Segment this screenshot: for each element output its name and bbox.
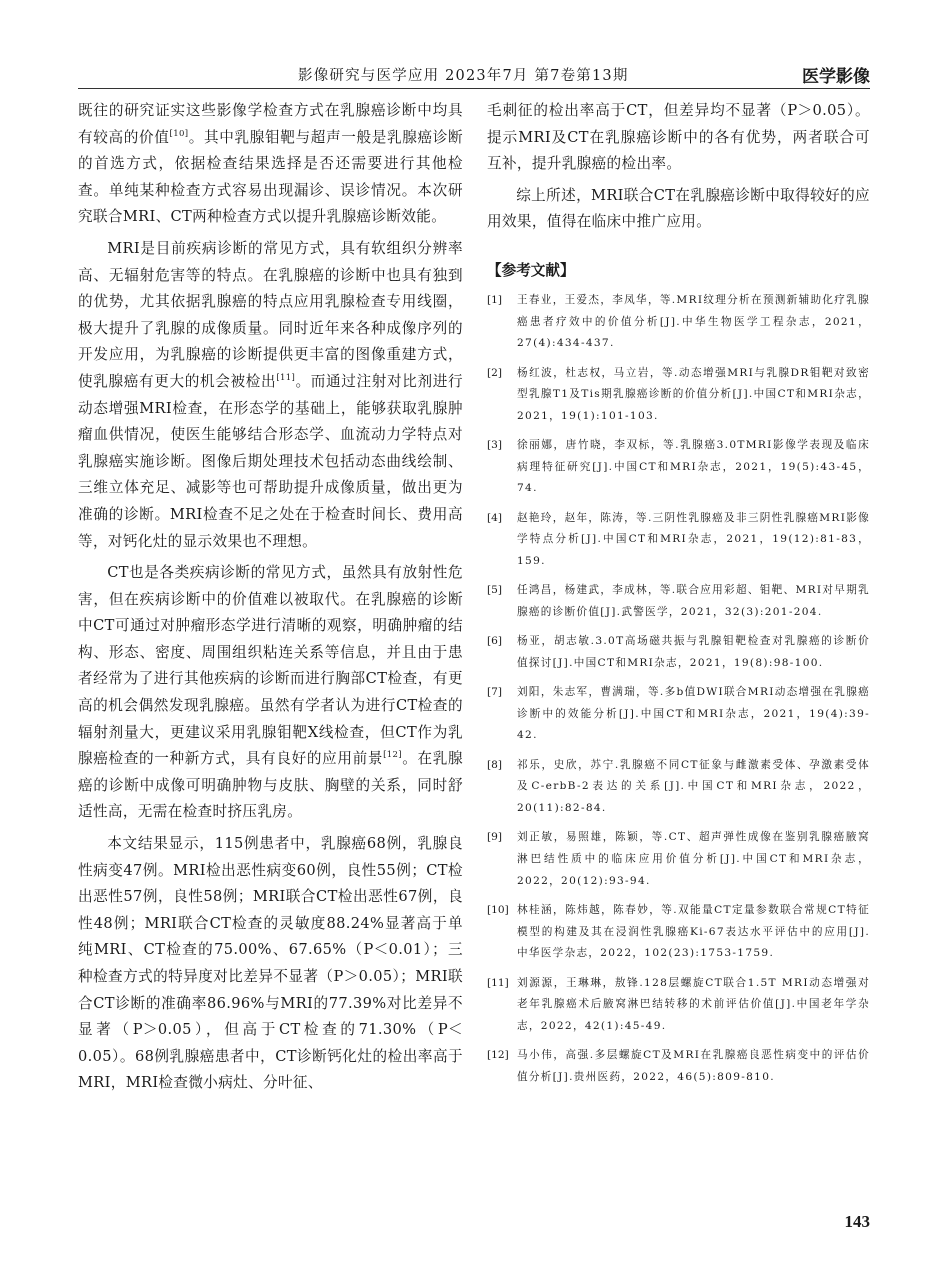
reference-text: 王春业，王爱杰，李凤华，等.MRI纹理分析在预测新辅助化疗乳腺癌患者疗效中的价值分析[J].中华生物医学工程杂志，2021，27(4):434-437. [517,293,870,350]
paragraph-text: MRI是目前疾病诊断的常见方式，具有软组织分辨率高、无辐射危害等的特点。在乳腺癌的诊断中也具有独到的优势，尤其依据乳腺癌的特点应用乳腺检查专用线圈，极大提升了乳腺的成像质量。同时近年来各种成像序列的开发应用，为乳腺癌的诊断提供更丰富的图像重建方式，使乳腺癌有更大的机会被检出 [78,239,463,390]
reference-item [487,827,870,892]
reference-item [487,363,870,428]
reference-number: [2] [487,366,503,379]
reference-number: [12] [487,1049,509,1062]
reference-number: [10] [487,903,509,916]
references-list [487,290,870,1088]
paragraph-text: 。而通过注射对比剂进行动态增强MRI检查，在形态学的基础上，能够获取乳腺肿瘤血供情况，使医生能够结合形态学、血流动力学特点对乳腺癌实施诊断。图像后期处理技术包括动态曲线绘制、三维立体充足、减影等也可帮助提升成像质量，做出更为准确的诊断。MRI检查不足之处在于检查时间长、费用高等，对钙化灶的显示效果也不理想。 [78,372,463,550]
reference-number: [1] [487,293,503,306]
section-tag: 医学影像 [802,67,870,87]
conclusion-paragraph: 综上所述，MRI联合CT在乳腺癌诊断中取得较好的应用效果，值得在临床中推广应用。 [487,186,870,231]
reference-item [487,290,870,355]
reference-item [487,580,870,623]
reference-text: 赵艳玲，赵年，陈涛，等.三阴性乳腺癌及非三阴性乳腺癌MRI影像学特点分析[J].中国CT和MRI杂志，2021，19(12):81-83，159. [517,511,870,567]
reference-text: 杨亚，胡志敏.3.0T高场磁共振与乳腺钼靶检查对乳腺癌的诊断价值探讨[J].中国CT和MRI杂志，2021，19(8):98-100. [517,635,870,669]
reference-item [487,508,870,573]
reference-number: [11] [487,976,509,989]
reference-number: [9] [487,831,503,844]
reference-text: 祁乐，史欣，苏宁.乳腺癌不同CT征象与雌激素受体、孕激素受体及C-erbB-2表达的关系[J].中国CT和MRI杂志，2022，20(11):82-84. [517,758,870,815]
left-column [78,98,463,1097]
reference-text: 林桂涵，陈炜越，陈春妙，等.双能量CT定量参数联合常规CT特征模型的构建及其在浸润性乳腺癌Ki-67表达水平评估中的应用[J].中华医学杂志，2022，102(23):1753-1759. [517,903,870,960]
body-paragraph-5: 毛刺征的检出率高于CT，但差异均不显著（P＞0.05）。提示MRI及CT在乳腺癌诊断中的各有优势，两者联合可互补，提升乳腺癌的检出率。 [487,102,870,173]
reference-text: 刘阳，朱志军，曹满瑞，等.多b值DWI联合MRI动态增强在乳腺癌诊断中的效能分析[J].中国CT和MRI杂志，2021，19(4):39-42. [517,686,870,742]
reference-item [487,682,870,747]
citation-mark: [11] [276,372,296,383]
body-paragraph-2 [78,236,463,555]
running-header [78,58,870,86]
reference-number: [4] [487,511,503,524]
reference-item [487,900,870,965]
reference-item [487,1045,870,1088]
reference-number: [3] [487,439,503,452]
reference-item [487,435,870,500]
reference-text: 徐丽娜，唐竹晓，李双标，等.乳腺癌3.0TMRI影像学表现及临床病理特征研究[J].中国CT和MRI杂志，2021，19(5):43-45，74. [517,439,870,495]
references-heading: 【参考文献】 [487,261,575,279]
reference-number: [8] [487,758,503,771]
header-rule [78,88,870,89]
right-column [487,98,870,1096]
reference-item [487,973,870,1038]
reference-text: 杨红波，杜志权，马立岩，等.动态增强MRI与乳腺DR钼靶对致密型乳腺T1及Tis期乳腺癌诊断的价值分析[J].中国CT和MRI杂志，2021，19(1):101-103. [517,366,870,422]
paragraph-text: 既往的研究证实这些影像学检查方式在乳腺癌诊断中均具有较高的价值 [78,102,463,146]
paragraph-text: 。其中乳腺钼靶与超声一般是乳腺癌诊断的首选方式，依据检查结果选择是否还需要进行其他检查。单纯某种检查方式容易出现漏诊、误诊情况。本次研究联合MRI、CT两种检查方式以提升乳腺癌诊断效能。 [78,128,463,226]
journal-info: 影像研究与医学应用 2023年7月 第7卷第13期 [298,68,629,84]
reference-number: [5] [487,584,503,597]
body-paragraph-4: 本文结果显示，115例患者中，乳腺癌68例，乳腺良性病变47例。MRI检出恶性病变60例，良性55例；CT检出恶性57例，良性58例；MRI联合CT检出恶性67例，良性48例；MRI联合CT检查的灵敏度88.24%显著高于单纯MRI、CT检查的75.00%、67.65%（P＜0.01）；三种检查方式的特异度对比差异不显著（P＞0.05）；MRI联合CT诊断的准确率86.96%与MRI的77.39%对比差异不显著（P＞0.05），但高于CT检查的71.30%（P＜0.05）。68例乳腺癌患者中，CT诊断钙化灶的检出率高于MRI，MRI检查微小病灶、分叶征、 [78,835,463,1092]
page-number: 143 [844,1212,870,1231]
citation-mark: [10] [169,128,189,139]
reference-text: 马小伟，高强.多层螺旋CT及MRI在乳腺癌良恶性病变中的评估价值分析[J].贵州医药，2022，46(5):809-810. [517,1049,870,1083]
reference-text: 刘源源，王琳琳，敖锋.128层螺旋CT联合1.5T MRI动态增强对老年乳腺癌术后腋窝淋巴结转移的术前评估价值[J].中国老年学杂志，2022，42(1):45-49. [517,976,870,1032]
body-paragraph-1 [78,98,463,231]
reference-number: [7] [487,686,503,699]
reference-text: 任鸿昌，杨建武，李成林，等.联合应用彩超、钼靶、MRI对早期乳腺癌的诊断价值[J].武警医学，2021，32(3):201-204. [517,584,870,618]
reference-number: [6] [487,635,503,648]
reference-text: 刘正敏，易照雄，陈颖，等.CT、超声弹性成像在鉴别乳腺癌腋窝淋巴结性质中的临床应用价值分析[J].中国CT和MRI杂志，2022，20(12):93-94. [517,831,870,887]
body-paragraph-3 [78,560,463,826]
paragraph-text: 。在乳腺癌的诊断中成像可明确肿物与皮肤、胸壁的关系，同时舒适性高，无需在检查时挤压乳房。 [78,750,463,821]
citation-mark: [12] [383,750,402,761]
reference-item [487,755,870,820]
paragraph-text: CT也是各类疾病诊断的常见方式，虽然具有放射性危害，但在疾病诊断中的价值难以被取代。在乳腺癌的诊断中CT可通过对肿瘤形态学进行清晰的观察，明确肿瘤的结构、形态、密度、周围组织粘连关系等信息，并且由于患者经常为了进行其他疾病的诊断而进行胸部CT检查，有更高的机会偶然发现乳腺癌。虽然有学者认为进行CT检查的辐射剂量大，更建议采用乳腺钼靶X线检查，但CT作为乳腺癌检查的一种新方式，具有良好的应用前景 [78,564,463,768]
reference-item [487,631,870,674]
